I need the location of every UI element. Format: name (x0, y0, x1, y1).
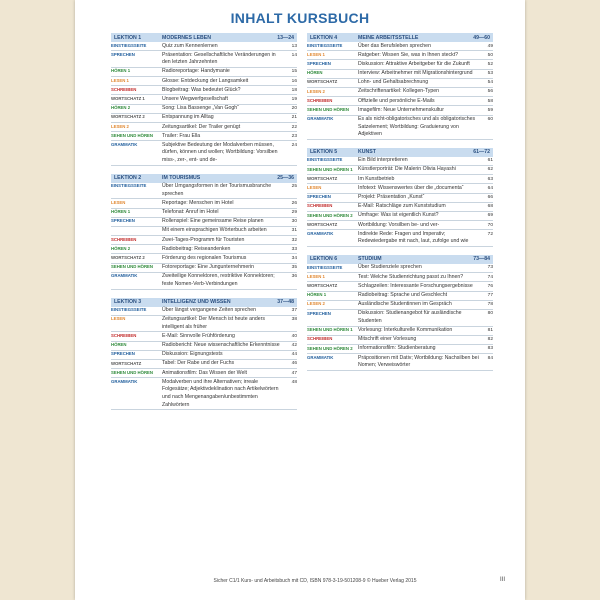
section-title: Glosse: Entdeckung der Langsamkeit (162, 77, 249, 84)
section-label: HÖREN 1 (111, 209, 131, 215)
toc-row (307, 327, 493, 336)
section-title: Blogbeitrag: Was bedeutet Glück? (162, 86, 241, 93)
toc-row (307, 292, 493, 301)
toc-row (307, 106, 493, 115)
section-title: Zeitschriftenartikel: Kollegen-Typen (358, 88, 440, 95)
section-label: SEHEN UND HÖREN 1 (307, 327, 353, 333)
section-title: Zwei-Tages-Programm für Touristen (162, 236, 245, 243)
page-ref: 26 (291, 200, 297, 206)
lesson-header (111, 33, 297, 42)
toc-page (75, 0, 525, 600)
section-label: SPRECHEN (307, 310, 331, 316)
toc-row (111, 132, 297, 141)
lesson-pages: 37—48 (277, 299, 294, 306)
section-title: E-Mail: Sinnvolle Frühförderung (162, 332, 235, 339)
section-title: Interview: Arbeitnehmer mit Migrationshintergrund (358, 70, 473, 77)
toc-row (307, 157, 493, 166)
section-label: SEHEN UND HÖREN 2 (307, 212, 353, 218)
page-ref: 84 (487, 355, 493, 361)
section-title: Wortbildung: Vorsilben be- und ver- (358, 221, 440, 228)
section-title: Im Kunstbetrieb (358, 175, 395, 182)
toc-row (111, 199, 297, 208)
section-title: Über Studienziele sprechen (358, 264, 422, 271)
section-label: SPRECHEN (111, 51, 135, 57)
section-label: SEHEN UND HÖREN 2 (307, 345, 353, 351)
section-label: WORTSCHATZ (307, 175, 338, 181)
lesson-number: LEKTION 6 (310, 256, 338, 263)
page-ref: 40 (291, 333, 297, 339)
page-ref: 82 (487, 337, 493, 343)
page-ref: 37 (291, 308, 297, 314)
lesson-number: LEKTION 3 (114, 299, 142, 306)
page-ref: 49 (487, 43, 493, 49)
toc-row (307, 212, 493, 221)
section-title: Imagefilm: Neue Unternehmenskultur (358, 106, 444, 113)
section-title: Ausländische Studentinnen im Gespräch (358, 301, 452, 308)
toc-row (111, 245, 297, 254)
toc-row (111, 227, 297, 236)
lesson-number: LEKTION 4 (310, 34, 338, 41)
toc-row (307, 97, 493, 106)
section-title: Entspannung im Alltag (162, 114, 214, 121)
lesson-block (307, 148, 493, 247)
section-label: SCHREIBEN (307, 336, 333, 342)
section-title: Test: Welche Studienrichtung passt zu Ihnen? (358, 273, 464, 280)
lesson-topic: MEINE ARBEITSSTELLE (358, 34, 419, 41)
lesson-block (307, 33, 493, 140)
lesson-header (307, 148, 493, 157)
section-label: GRAMMATIK (111, 378, 138, 384)
section-title: Präsentation: Gesellschaftliche Veränderungen in den letzten Jahrzehnten (162, 51, 276, 66)
toc-row (111, 42, 297, 51)
section-label: HÖREN 2 (111, 245, 131, 251)
lesson-number: LEKTION 1 (114, 34, 142, 41)
section-label: WORTSCHATZ (307, 79, 338, 85)
section-title: Künstlerporträt: Die Malerin Olivia Hayashi (358, 166, 456, 173)
page-ref: 29 (291, 210, 297, 216)
page-ref: 16 (291, 78, 297, 84)
toc-row (111, 141, 297, 165)
section-label: SCHREIBEN (307, 97, 333, 103)
section-label: HÖREN 1 (111, 68, 131, 74)
toc-row (111, 254, 297, 263)
section-label: EINSTIEGSSEITE (307, 157, 343, 163)
page-ref: 48 (291, 379, 297, 385)
lesson-block (111, 174, 297, 290)
page-ref: 56 (487, 89, 493, 95)
section-label: SPRECHEN (307, 60, 331, 66)
section-label: SEHEN UND HÖREN 1 (307, 166, 353, 172)
page-ref: 81 (487, 328, 493, 334)
section-label: SCHREIBEN (111, 333, 137, 338)
toc-row (307, 203, 493, 212)
section-label: SCHREIBEN (111, 86, 137, 92)
page-ref: 38 (291, 317, 297, 323)
toc-row (307, 336, 493, 345)
toc-row (111, 342, 297, 351)
section-label: WORTSCHATZ (111, 360, 142, 366)
section-title: Indirekte Rede: Fragen und Imperativ; Redewiedergabe mit nach, laut, zufolge und wie (358, 230, 469, 245)
section-label: SEHEN UND HÖREN (111, 369, 154, 375)
lesson-header (111, 298, 297, 307)
page-ref: 59 (487, 107, 493, 113)
section-label: SEHEN UND HÖREN (111, 264, 154, 270)
section-label: EINSTIEGSSEITE (307, 42, 343, 48)
section-title: Subjektive Bedeutung der Modalverben müssen, dürfen, können und wollen; Wortbildung: Vorsilben miss-, zer-, ent- und de- (162, 141, 278, 164)
section-title: Offizielle und persönliche E-Mails (358, 97, 435, 104)
section-label: WORTSCHATZ (307, 221, 338, 227)
section-label: WORTSCHATZ 2 (111, 114, 145, 120)
section-label: LESEN (111, 316, 126, 322)
toc-row (307, 60, 493, 69)
toc-row (111, 351, 297, 360)
section-title: Song: Lisa Bassenge „Van Gogh“ (162, 105, 239, 112)
toc-row (111, 316, 297, 333)
section-title: E-Mail: Ratschläge zum Kunststudium (358, 203, 446, 210)
section-label: LESEN 1 (111, 77, 129, 83)
section-title: Fotoreportage: Eine Jungunternehmerin (162, 264, 254, 271)
page-ref: 77 (487, 293, 493, 299)
toc-row (111, 264, 297, 273)
section-label: GRAMMATIK (307, 230, 334, 236)
toc-row (307, 42, 493, 51)
lesson-topic: IM TOURISMUS (162, 175, 201, 182)
section-title: Zeitungsartikel: Der Mensch ist heute anders intelligent als früher (162, 316, 265, 330)
section-label: GRAMMATIK (111, 273, 138, 279)
page-ref: 80 (487, 311, 493, 317)
page-ref: 21 (291, 115, 297, 121)
lesson-topic: KUNST (358, 149, 376, 156)
toc-row (111, 236, 297, 245)
section-label: HÖREN 1 (307, 292, 327, 298)
lesson-header (307, 33, 493, 42)
lesson-pages: 13—24 (277, 34, 294, 41)
section-label: EINSTIEGSSEITE (111, 307, 147, 313)
section-label (111, 227, 162, 229)
section-title: Radiobeitrag: Reiseandenken (162, 245, 231, 252)
page-ref: 22 (291, 124, 297, 130)
lesson-pages: 49—60 (473, 34, 490, 41)
page-ref: 32 (291, 237, 297, 243)
section-label: LESEN 2 (307, 301, 325, 307)
page-ref: 83 (487, 346, 493, 352)
page-ref: 68 (487, 204, 493, 210)
page-ref: 18 (291, 87, 297, 93)
section-title: Trailer: Frau Ella (162, 132, 201, 139)
toc-row (111, 105, 297, 114)
section-label: SCHREIBEN (307, 203, 333, 209)
page-ref: 66 (487, 195, 493, 201)
lesson-pages: 61—72 (473, 149, 490, 156)
lesson-topic: MODERNES LEBEN (162, 34, 211, 41)
section-title: Lohn- und Gehaltsabrechnung (358, 79, 429, 86)
page-ref: 25 (291, 184, 297, 190)
section-title: Radiobericht: Neue wissenschaftliche Erkenntnisse (162, 342, 280, 349)
section-label: SEHEN UND HÖREN (111, 132, 154, 138)
section-title: Umfrage: Was ist eigentlich Kunst? (358, 212, 439, 219)
section-label: SEHEN UND HÖREN (307, 106, 350, 112)
lesson-number: LEKTION 5 (310, 149, 338, 156)
toc-row (307, 51, 493, 60)
section-label: EINSTIEGSSEITE (307, 264, 343, 270)
page-ref: 24 (291, 142, 297, 148)
lesson-pages: 73—84 (473, 256, 490, 263)
page-ref: 69 (487, 213, 493, 219)
page-ref: 63 (487, 176, 493, 182)
toc-row (111, 360, 297, 369)
toc-row (111, 209, 297, 218)
section-title: Projekt: Präsentation „Kunst“ (358, 194, 425, 201)
section-title: Mit einem einsprachigen Wörterbuch arbeiten (162, 227, 267, 234)
toc-row (111, 86, 297, 95)
section-label: SPRECHEN (111, 351, 135, 357)
toc-row (307, 221, 493, 230)
section-title: Modalverben und ihre Alternativen; irreale Folgesätze; Adjektivdeklination nach Artikelwörtern und nach Mengenangaben/unbestimmten Zahlwörtern (162, 378, 279, 408)
lesson-header (111, 174, 297, 183)
toc-row (307, 70, 493, 79)
toc-row (111, 218, 297, 227)
section-title: Rollenspiel: Eine gemeinsame Reise planen (162, 218, 264, 225)
page-ref: 52 (487, 61, 493, 67)
lesson-block (307, 255, 493, 371)
page-ref: 35 (291, 265, 297, 271)
toc-row (307, 310, 493, 327)
section-title: Reportage: Menschen im Hotel (162, 199, 234, 206)
toc-row (111, 183, 297, 200)
page-ref: 42 (291, 343, 297, 349)
section-title: Diskussion: Studienangebot für ausländische Studenten (358, 310, 462, 324)
page-ref: 34 (291, 255, 297, 261)
section-title: Ein Bild interpretieren (358, 157, 408, 164)
section-title: Unsere Wegwerfgesellschaft (162, 95, 228, 102)
page-ref: 15 (291, 69, 297, 75)
page-ref: 72 (487, 231, 493, 237)
page-ref: 62 (487, 167, 493, 173)
page-ref: 74 (487, 274, 493, 280)
section-label: LESEN 2 (307, 88, 325, 94)
toc-row (307, 230, 493, 247)
page-ref: 23 (291, 133, 297, 139)
section-title: Präpositionen mit Dativ; Wortbildung: Nachsilben bei Nomen; Verweiswörter (358, 354, 479, 369)
section-title: Animationsfilm: Das Wissen der Welt (162, 369, 247, 376)
page-ref: 64 (487, 185, 493, 191)
section-title: Telefonat: Anruf im Hotel (162, 209, 219, 216)
section-label: WORTSCHATZ 2 (111, 255, 145, 261)
toc-row (111, 77, 297, 86)
footer-text: Sicher C1/1 Kurs- und Arbeitsbuch mit CD, ISBN 978-3-19-501208-9 © Hueber Verlag 2015 (213, 578, 417, 584)
section-label: LESEN 1 (307, 51, 325, 57)
toc-row (111, 332, 297, 341)
page-ref: 73 (487, 265, 493, 271)
toc-row (307, 354, 493, 371)
toc-row (111, 68, 297, 77)
section-title: Informationsfilm: Studienberatung (358, 345, 436, 352)
section-label: GRAMMATIK (307, 116, 334, 122)
lesson-block (111, 298, 297, 411)
page-ref: 60 (487, 117, 493, 122)
section-label: LESEN 2 (111, 123, 129, 129)
page-title: INHALT KURSBUCH (230, 10, 370, 26)
toc-row (111, 123, 297, 132)
page-ref: 70 (487, 222, 493, 228)
section-label: LESEN (307, 184, 322, 190)
section-title: Zeitungsartikel: Der Trailer genügt (162, 123, 241, 130)
section-title: Über längst vergangene Zeiten sprechen (162, 307, 257, 314)
page-ref: 19 (291, 96, 297, 102)
section-label: SPRECHEN (307, 194, 331, 200)
section-label: WORTSCHATZ (307, 282, 338, 288)
page-ref: 30 (291, 219, 297, 225)
lesson-topic: INTELLIGENZ UND WISSEN (162, 299, 231, 306)
section-label: GRAMMATIK (111, 141, 138, 147)
page-ref: 46 (291, 361, 297, 367)
toc-row (111, 114, 297, 123)
section-title: Ratgeber: Wissen Sie, was in Ihnen steckt? (358, 51, 459, 58)
lesson-topic: STUDIUM (358, 256, 382, 263)
toc-row (111, 95, 297, 104)
section-title: Zweiteilige Konnektoren, restriktive Konnektoren; feste Nomen-Verb-Verbindungen (162, 273, 275, 287)
section-title: Quiz zum Kennenlernen (162, 42, 218, 49)
lesson-number: LEKTION 2 (114, 175, 142, 182)
page-ref: 50 (487, 52, 493, 58)
toc-row (307, 301, 493, 310)
page-ref: 58 (487, 98, 493, 104)
toc-row (111, 273, 297, 290)
section-title: Schlagzeilen: Interessante Forschungsergebnisse (358, 282, 473, 289)
toc-row (307, 273, 493, 282)
toc-row (307, 184, 493, 193)
page-ref: 53 (487, 71, 493, 77)
section-title: Tabel: Der Rabe und der Fuchs (162, 360, 235, 367)
section-title: Radioreportage: Handymanie (162, 68, 230, 75)
toc-row (111, 378, 297, 410)
page-ref: 76 (487, 283, 493, 289)
toc-row (307, 79, 493, 88)
page-ref: 31 (291, 228, 297, 234)
section-title: Es als nicht-obligatorisches und als obligatorisches Satzelement; Wortbildung: Graduierung von Adjektiven (358, 116, 476, 138)
section-label: HÖREN 2 (111, 105, 131, 111)
section-label: SCHREIBEN (111, 236, 137, 242)
toc-row (307, 264, 493, 273)
section-title: Diskussion: Eignungstests (162, 351, 223, 358)
section-label: SPRECHEN (111, 218, 135, 224)
toc-row (111, 369, 297, 378)
section-label: EINSTIEGSSEITE (111, 42, 147, 48)
page-ref: 13 (291, 43, 297, 49)
section-label: LESEN (111, 199, 126, 205)
section-label: WORTSCHATZ 1 (111, 96, 145, 102)
page-ref: 61 (487, 158, 493, 164)
section-label: LESEN 1 (307, 273, 325, 279)
toc-row (307, 282, 493, 291)
section-title: Diskussion: Attraktive Arbeitgeber für die Zukunft (358, 60, 470, 67)
toc-row (307, 175, 493, 184)
section-label: EINSTIEGSSEITE (111, 183, 147, 189)
section-label: HÖREN (111, 342, 127, 348)
left-column (111, 33, 297, 418)
section-title: Über das Berufsleben sprechen (358, 42, 431, 49)
page-ref: 14 (291, 52, 297, 58)
toc-row (307, 166, 493, 175)
section-label: GRAMMATIK (307, 354, 334, 360)
page-ref: 78 (487, 302, 493, 308)
lesson-header (307, 255, 493, 264)
page-ref: 44 (291, 352, 297, 358)
page-number: III (499, 577, 505, 583)
page-ref: 33 (291, 246, 297, 252)
page-ref: 36 (291, 274, 297, 280)
toc-row (307, 345, 493, 354)
section-title: Mitschrift einer Vorlesung (358, 336, 417, 343)
toc-row (307, 88, 493, 97)
lesson-block (111, 33, 297, 166)
toc-row (307, 194, 493, 203)
toc-row (111, 51, 297, 68)
page-ref: 47 (291, 370, 297, 376)
section-title: Vorlesung: Interkulturelle Kommunikation (358, 327, 453, 334)
page-ref: 54 (487, 80, 493, 86)
toc-row (307, 116, 493, 140)
section-title: Infotext: Wissenswertes über die „documenta“ (358, 184, 464, 191)
page-ref: 20 (291, 106, 297, 112)
lesson-pages: 25—36 (277, 175, 294, 182)
section-label: HÖREN (307, 70, 323, 76)
section-title: Über Umgangsformen in der Tourismusbranche sprechen (162, 183, 272, 197)
section-title: Radiobeitrag: Sprache und Geschlecht (358, 292, 448, 299)
toc-row (111, 307, 297, 316)
right-column (307, 33, 493, 379)
section-title: Förderung des regionalen Tourismus (162, 254, 247, 261)
